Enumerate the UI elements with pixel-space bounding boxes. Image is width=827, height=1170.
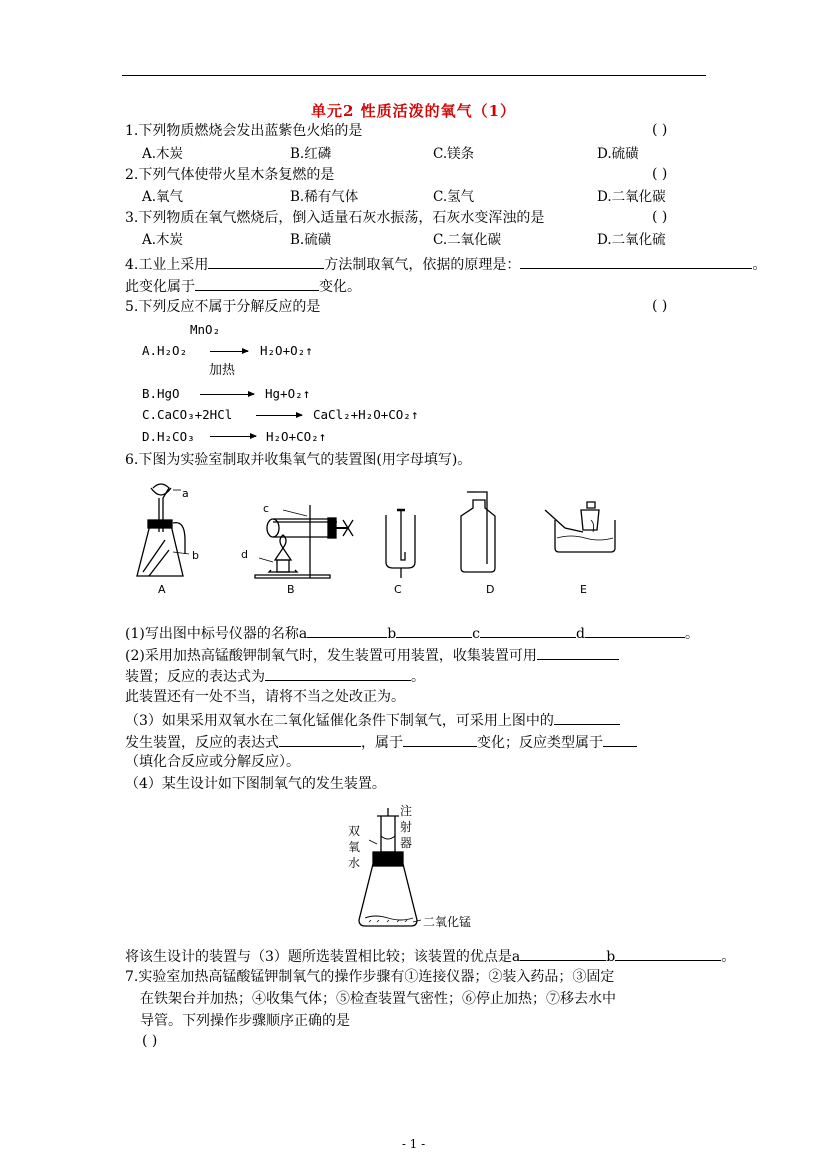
q2-option-b: B.稀有气体 bbox=[290, 189, 359, 205]
q5-c-arrow bbox=[256, 415, 302, 416]
q4-part2: 方法制取氧气，依据的原理是： bbox=[324, 257, 521, 273]
q6-s2-line2a: 装置；反应的表达式为 bbox=[125, 669, 265, 685]
q5-a-left: H₂O₂ bbox=[157, 343, 188, 358]
fig-label-a: A bbox=[158, 583, 166, 596]
label-d: d bbox=[241, 548, 248, 561]
q5-answer-paren[interactable]: ( ) bbox=[652, 298, 668, 314]
page-number: - 1 - bbox=[401, 1137, 426, 1151]
fig-label-d: D bbox=[486, 583, 495, 596]
q5-a-arrow bbox=[210, 351, 248, 352]
q4-part3: 。 bbox=[752, 257, 767, 273]
q6-s1-c: c bbox=[472, 626, 480, 642]
q3-option-b: B.硫磺 bbox=[290, 232, 332, 248]
q7-answer-paren[interactable]: ( ) bbox=[142, 1033, 158, 1049]
q6-s3-line2b: ，属于 bbox=[361, 735, 403, 751]
q1-answer-paren[interactable]: ( ) bbox=[652, 122, 668, 138]
q2-stem: 2.下列气体使带火星木条复燃的是 bbox=[125, 167, 335, 183]
label-syringe-3: 器 bbox=[400, 836, 413, 850]
q5-a-label: A. bbox=[142, 343, 158, 358]
q4-blank-method[interactable] bbox=[208, 254, 324, 269]
q5-d-right: H₂O+CO₂↑ bbox=[266, 429, 327, 444]
q5-condition: 加热 bbox=[209, 363, 236, 378]
q6-s2-blank-collect[interactable] bbox=[537, 645, 619, 660]
q2-option-c: C.氢气 bbox=[433, 189, 475, 205]
q6-s3-line3: （填化合反应或分解反应）。 bbox=[125, 754, 300, 770]
q3-option-d: D.二氧化硫 bbox=[597, 232, 666, 248]
q6-s2-line1 bbox=[125, 645, 619, 665]
q3-option-c: C.二氧化碳 bbox=[433, 232, 502, 248]
q6-s3-blank-type[interactable] bbox=[603, 732, 637, 747]
q1-option-a: A.木炭 bbox=[142, 146, 184, 162]
q4-line1 bbox=[125, 254, 766, 274]
q5-b-right: Hg+O₂↑ bbox=[265, 386, 311, 401]
q6-s1-line bbox=[125, 623, 699, 643]
q6-s2-line3: 此装置还有一处不当，请将不当之处改正为。 bbox=[125, 689, 405, 705]
label-syringe-2: 射 bbox=[400, 820, 413, 834]
q5-c-label: C. bbox=[142, 407, 158, 422]
q6-s1-text: (1)写出图中标号仪器的名称a bbox=[125, 626, 308, 642]
q4-blank-principle[interactable] bbox=[520, 254, 752, 269]
q1-option-c: C.镁条 bbox=[433, 146, 475, 162]
q6-blank-d[interactable] bbox=[585, 623, 685, 638]
apparatus-c-collection bbox=[386, 510, 415, 578]
q7-line1: 7.实验室加热高锰酸锰钾制氧气的操作步骤有①连接仪器；②装入药品；③固定 bbox=[125, 969, 615, 985]
q5-b-arrow bbox=[200, 394, 254, 395]
q2-option-a: A.氧气 bbox=[142, 189, 184, 205]
q1-stem: 1.下列物质燃烧会发出蓝紫色火焰的是 bbox=[125, 123, 363, 139]
q6-s4-blank-b[interactable] bbox=[615, 946, 721, 961]
q4-line2b: 变化。 bbox=[319, 279, 361, 295]
label-c: c bbox=[263, 502, 270, 515]
q6-s4-after-end: 。 bbox=[721, 949, 736, 965]
fig-label-b: B bbox=[287, 583, 295, 596]
q5-d-left: H₂CO₃ bbox=[157, 429, 195, 444]
q4-line2a: 此变化属于 bbox=[125, 279, 195, 295]
fig-label-c: C bbox=[394, 583, 402, 596]
q5-d-label: D. bbox=[142, 429, 158, 444]
apparatus-figure bbox=[125, 480, 625, 600]
q4-line2 bbox=[125, 276, 361, 296]
q5-b-label: B. bbox=[142, 386, 158, 401]
q5-b-left: HgO bbox=[157, 386, 180, 401]
apparatus-d-collection bbox=[461, 492, 495, 572]
apparatus-b-heating bbox=[255, 505, 353, 578]
q6-s1-b: b bbox=[387, 626, 397, 642]
q6-s2-line2b: 。 bbox=[411, 669, 425, 685]
q6-blank-b[interactable] bbox=[396, 623, 472, 638]
q6-s3-line1-text: （3）如果采用双氧水在二氧化锰催化条件下制氧气，可采用上图中的 bbox=[125, 713, 554, 729]
fig-label-e: E bbox=[580, 583, 587, 596]
label-h2o2-2: 氧 bbox=[348, 840, 361, 854]
q1-option-d: D.硫磺 bbox=[597, 146, 639, 162]
q3-answer-paren[interactable]: ( ) bbox=[652, 209, 668, 225]
q7-line2: 在铁架台并加热；④收集气体；⑤检查装置气密性；⑥停止加热；⑦移去水中 bbox=[140, 991, 616, 1007]
q5-a-right: H₂O+O₂↑ bbox=[260, 343, 313, 358]
header-rule bbox=[122, 75, 706, 76]
q2-option-d: D.二氧化碳 bbox=[597, 189, 666, 205]
apparatus-e-collection bbox=[545, 502, 615, 552]
q5-d-arrow bbox=[210, 436, 256, 437]
q3-stem: 3.下列物质在氧气燃烧后，倒入适量石灰水振荡，石灰水变浑浊的是 bbox=[125, 210, 545, 226]
q6-blank-a[interactable] bbox=[307, 623, 387, 638]
q2-answer-paren[interactable]: ( ) bbox=[652, 166, 668, 182]
q5-c-right: CaCl₂+H₂O+CO₂↑ bbox=[313, 407, 419, 422]
q6-stem: 6.下图为实验室制取并收集氧气的装置图(用字母填写)。 bbox=[125, 452, 472, 468]
label-syringe-1: 注 bbox=[400, 804, 413, 818]
q6-s2-line2 bbox=[125, 666, 425, 686]
q6-s4-blank-a[interactable] bbox=[520, 946, 606, 961]
q6-s1-d: d bbox=[576, 626, 585, 642]
q6-s3-line2 bbox=[125, 732, 637, 752]
syringe-apparatus-figure bbox=[355, 808, 430, 936]
label-b: b bbox=[192, 549, 199, 562]
q6-s3-blank-apparatus[interactable] bbox=[554, 710, 620, 725]
label-h2o2-3: 水 bbox=[348, 856, 361, 870]
q5-c-left: CaCO₃+2HCl bbox=[157, 407, 233, 422]
q6-s4-line1: （4）某生设计如下图制氧气的发生装置。 bbox=[125, 776, 386, 792]
q6-s2-line1-text: (2)采用加热高锰酸钾制氧气时，发生装置可用装置，收集装置可用 bbox=[125, 648, 537, 664]
q5-catalyst: MnO₂ bbox=[190, 322, 221, 337]
label-mno2: 二氧化锰 bbox=[423, 915, 472, 929]
q6-s3-line1 bbox=[125, 710, 620, 730]
q6-s3-line2c: 变化；反应类型属于 bbox=[477, 735, 603, 751]
q3-option-a: A.木炭 bbox=[142, 232, 184, 248]
page-title: 单元2 性质活泼的氧气（1） bbox=[310, 102, 517, 120]
q6-s2-blank-expression[interactable] bbox=[265, 666, 411, 681]
q7-line3: 导管。下列操作步骤顺序正确的是 bbox=[140, 1013, 350, 1029]
q4-blank-change[interactable] bbox=[195, 276, 319, 291]
q6-s3-line2a: 发生装置，反应的表达式 bbox=[125, 735, 279, 751]
q5-stem: 5.下列反应不属于分解反应的是 bbox=[125, 299, 321, 315]
q6-s1-end: 。 bbox=[684, 626, 699, 642]
q6-s4-after-line bbox=[125, 946, 735, 966]
q6-blank-c[interactable] bbox=[480, 623, 576, 638]
q6-s3-blank-change[interactable] bbox=[403, 732, 477, 747]
q6-s4-after: 将该生设计的装置与（3）题所选装置相比较；该装置的优点是a bbox=[125, 949, 521, 965]
label-h2o2-1: 双 bbox=[348, 824, 361, 838]
label-a: a bbox=[182, 487, 189, 500]
q6-s3-blank-expression[interactable] bbox=[279, 732, 361, 747]
q4-part1: 4.工业上采用 bbox=[125, 257, 209, 273]
q1-option-b: B.红磷 bbox=[290, 146, 332, 162]
q6-s4-after-b: b bbox=[606, 949, 616, 965]
